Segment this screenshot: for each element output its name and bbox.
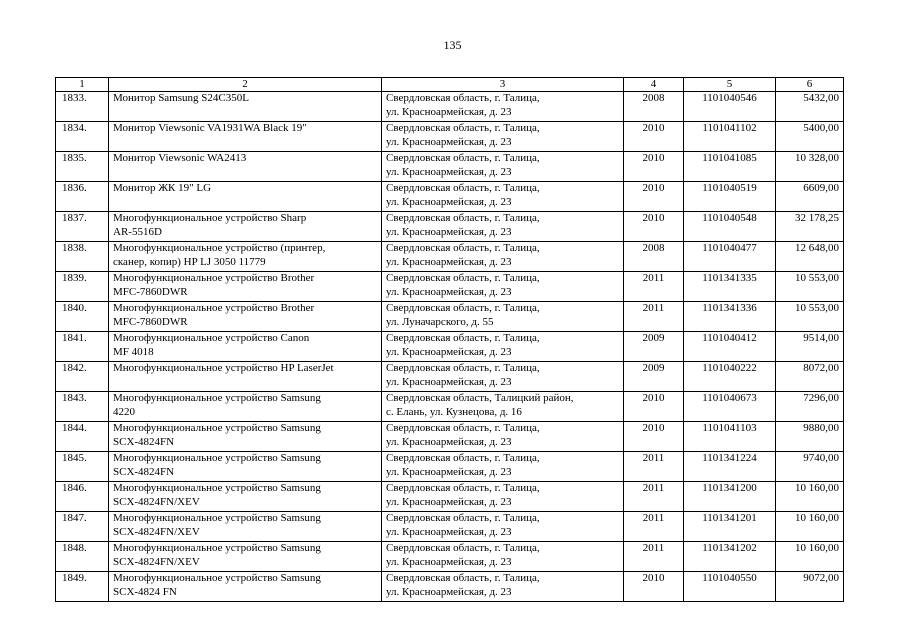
item-address bbox=[382, 332, 624, 362]
item-name-line bbox=[113, 196, 377, 210]
item-cost: 9514,00 bbox=[776, 332, 844, 362]
table-row bbox=[56, 422, 844, 452]
item-address-line: ул. Красноармейская, д. 23 bbox=[386, 135, 512, 148]
item-name-line: MFC-7860DWR bbox=[113, 285, 188, 298]
item-name bbox=[109, 212, 382, 242]
item-name-line: сканер, копир) HP LJ 3050 11779 bbox=[113, 255, 266, 268]
item-address bbox=[382, 392, 624, 422]
row-number: 1833. bbox=[56, 92, 109, 122]
item-year: 2009 bbox=[624, 332, 684, 362]
row-number: 1846. bbox=[56, 482, 109, 512]
item-address bbox=[382, 482, 624, 512]
item-cost: 9880,00 bbox=[776, 422, 844, 452]
item-address-line: Свердловская область, г. Талица, bbox=[386, 482, 540, 494]
item-cost: 10 160,00 bbox=[776, 482, 844, 512]
column-header-2: 2 bbox=[109, 78, 382, 92]
item-address bbox=[382, 572, 624, 602]
item-address-line: Свердловская область, г. Талица, bbox=[386, 182, 540, 194]
item-address-line: Свердловская область, г. Талица, bbox=[386, 512, 540, 524]
table-row bbox=[56, 122, 844, 152]
item-name bbox=[109, 332, 382, 362]
item-address-line: ул. Красноармейская, д. 23 bbox=[386, 165, 512, 178]
inventory-number: 1101040222 bbox=[684, 362, 776, 392]
item-address-line: ул. Красноармейская, д. 23 bbox=[386, 585, 512, 598]
item-cost: 10 160,00 bbox=[776, 512, 844, 542]
item-address-line: ул. Красноармейская, д. 23 bbox=[386, 195, 512, 208]
item-year: 2010 bbox=[624, 212, 684, 242]
item-address bbox=[382, 92, 624, 122]
item-name-line: Монитор Samsung S24C350L bbox=[113, 92, 249, 104]
inventory-number: 1101341335 bbox=[684, 272, 776, 302]
inventory-number: 1101041085 bbox=[684, 152, 776, 182]
item-address-line: ул. Красноармейская, д. 23 bbox=[386, 465, 512, 478]
table-row bbox=[56, 272, 844, 302]
inventory-number: 1101341336 bbox=[684, 302, 776, 332]
row-number: 1844. bbox=[56, 422, 109, 452]
item-year: 2010 bbox=[624, 422, 684, 452]
row-number: 1835. bbox=[56, 152, 109, 182]
row-number: 1845. bbox=[56, 452, 109, 482]
item-name-line: Многофункциональное устройство Samsung bbox=[113, 422, 321, 434]
item-name-line: SCX-4824 FN bbox=[113, 585, 177, 598]
item-name-line: Монитор Viewsonic VA1931WA Black 19" bbox=[113, 122, 307, 134]
row-number: 1847. bbox=[56, 512, 109, 542]
header-row bbox=[56, 78, 844, 92]
item-cost: 10 553,00 bbox=[776, 302, 844, 332]
row-number: 1849. bbox=[56, 572, 109, 602]
table-row bbox=[56, 332, 844, 362]
item-address bbox=[382, 182, 624, 212]
inventory-number: 1101341200 bbox=[684, 482, 776, 512]
item-address-line: Свердловская область, г. Талица, bbox=[386, 302, 540, 314]
item-name-line: Многофункциональное устройство HP LaserJet bbox=[113, 362, 334, 374]
item-address-line: ул. Луначарского, д. 55 bbox=[386, 315, 494, 328]
column-header-4: 4 bbox=[624, 78, 684, 92]
column-header-1: 1 bbox=[56, 78, 109, 92]
inventory-number: 1101040477 bbox=[684, 242, 776, 272]
item-address-line: Свердловская область, г. Талица, bbox=[386, 272, 540, 284]
item-address-line: ул. Красноармейская, д. 23 bbox=[386, 525, 512, 538]
item-name bbox=[109, 152, 382, 182]
item-address bbox=[382, 242, 624, 272]
item-name bbox=[109, 452, 382, 482]
item-name-line: SCX-4824FN bbox=[113, 465, 175, 478]
item-address-line: ул. Красноармейская, д. 23 bbox=[386, 255, 512, 268]
item-address-line: Свердловская область, г. Талица, bbox=[386, 122, 540, 134]
row-number: 1841. bbox=[56, 332, 109, 362]
item-address-line: Свердловская область, г. Талица, bbox=[386, 542, 540, 554]
item-name-line: Монитор ЖК 19" LG bbox=[113, 182, 212, 194]
item-name bbox=[109, 302, 382, 332]
item-address bbox=[382, 542, 624, 572]
item-year: 2011 bbox=[624, 272, 684, 302]
item-name-line: SCX-4824FN/XEV bbox=[113, 495, 200, 508]
item-address-line: ул. Красноармейская, д. 23 bbox=[386, 345, 512, 358]
item-name bbox=[109, 272, 382, 302]
item-name-line bbox=[113, 106, 377, 120]
item-address-line: Свердловская область, Талицкий район, bbox=[386, 392, 574, 404]
inventory-number: 1101040548 bbox=[684, 212, 776, 242]
item-cost: 5432,00 bbox=[776, 92, 844, 122]
item-name-line: SCX-4824FN/XEV bbox=[113, 525, 200, 538]
item-name-line: Многофункциональное устройство Samsung bbox=[113, 452, 321, 464]
item-name-line: Многофункциональное устройство Samsung bbox=[113, 512, 321, 524]
table-row bbox=[56, 542, 844, 572]
inventory-number: 1101040519 bbox=[684, 182, 776, 212]
item-name-line: Многофункциональное устройство Samsung bbox=[113, 392, 321, 404]
item-year: 2011 bbox=[624, 452, 684, 482]
item-cost: 9072,00 bbox=[776, 572, 844, 602]
item-address bbox=[382, 212, 624, 242]
table-row bbox=[56, 92, 844, 122]
item-name-line: Многофункциональное устройство Canon bbox=[113, 332, 310, 344]
item-address bbox=[382, 122, 624, 152]
inventory-number: 1101041102 bbox=[684, 122, 776, 152]
item-year: 2008 bbox=[624, 242, 684, 272]
row-number: 1843. bbox=[56, 392, 109, 422]
table-row bbox=[56, 482, 844, 512]
item-address-line: Свердловская область, г. Талица, bbox=[386, 332, 540, 344]
item-cost: 7296,00 bbox=[776, 392, 844, 422]
item-year: 2010 bbox=[624, 572, 684, 602]
item-name-line: MF 4018 bbox=[113, 345, 154, 358]
item-address bbox=[382, 452, 624, 482]
table-row bbox=[56, 182, 844, 212]
item-name-line: Монитор Viewsonic WA2413 bbox=[113, 152, 247, 164]
item-name-line bbox=[113, 376, 377, 390]
item-year: 2011 bbox=[624, 302, 684, 332]
table-row bbox=[56, 242, 844, 272]
inventory-number: 1101040550 bbox=[684, 572, 776, 602]
item-year: 2009 bbox=[624, 362, 684, 392]
item-address-line: ул. Красноармейская, д. 23 bbox=[386, 225, 512, 238]
inventory-number: 1101040546 bbox=[684, 92, 776, 122]
item-name bbox=[109, 482, 382, 512]
property-table bbox=[55, 77, 844, 602]
item-name bbox=[109, 392, 382, 422]
table-row bbox=[56, 212, 844, 242]
item-year: 2010 bbox=[624, 122, 684, 152]
item-year: 2010 bbox=[624, 152, 684, 182]
item-year: 2011 bbox=[624, 542, 684, 572]
table-row bbox=[56, 512, 844, 542]
item-address-line: Свердловская область, г. Талица, bbox=[386, 452, 540, 464]
item-name-line bbox=[113, 136, 377, 150]
table-row bbox=[56, 152, 844, 182]
inventory-number: 1101041103 bbox=[684, 422, 776, 452]
item-name bbox=[109, 542, 382, 572]
row-number: 1834. bbox=[56, 122, 109, 152]
item-address-line: Свердловская область, г. Талица, bbox=[386, 242, 540, 254]
item-name-line: 4220 bbox=[113, 405, 135, 418]
item-name-line: Многофункциональное устройство Samsung bbox=[113, 542, 321, 554]
item-cost: 9740,00 bbox=[776, 452, 844, 482]
row-number: 1839. bbox=[56, 272, 109, 302]
inventory-number: 1101341202 bbox=[684, 542, 776, 572]
item-year: 2008 bbox=[624, 92, 684, 122]
item-cost: 12 648,00 bbox=[776, 242, 844, 272]
row-number: 1840. bbox=[56, 302, 109, 332]
inventory-number: 1101341201 bbox=[684, 512, 776, 542]
item-address-line: с. Елань, ул. Кузнецова, д. 16 bbox=[386, 405, 522, 418]
column-header-6: 6 bbox=[776, 78, 844, 92]
item-name bbox=[109, 572, 382, 602]
item-year: 2010 bbox=[624, 182, 684, 212]
item-name-line: Многофункциональное устройство (принтер, bbox=[113, 242, 326, 254]
item-address-line: Свердловская область, г. Талица, bbox=[386, 92, 540, 104]
item-address bbox=[382, 272, 624, 302]
table-row bbox=[56, 572, 844, 602]
item-address-line: ул. Красноармейская, д. 23 bbox=[386, 105, 512, 118]
item-name-line: Многофункциональное устройство Brother bbox=[113, 272, 315, 284]
item-address-line: ул. Красноармейская, д. 23 bbox=[386, 375, 512, 388]
inventory-number: 1101341224 bbox=[684, 452, 776, 482]
inventory-number: 1101040412 bbox=[684, 332, 776, 362]
item-name bbox=[109, 122, 382, 152]
item-cost: 5400,00 bbox=[776, 122, 844, 152]
row-number: 1842. bbox=[56, 362, 109, 392]
item-address-line: Свердловская область, г. Талица, bbox=[386, 362, 540, 374]
item-cost: 8072,00 bbox=[776, 362, 844, 392]
item-name-line: Многофункциональное устройство Samsung bbox=[113, 482, 321, 494]
item-name-line: AR-5516D bbox=[113, 225, 162, 238]
table-row bbox=[56, 392, 844, 422]
item-address-line: Свердловская область, г. Талица, bbox=[386, 572, 540, 584]
item-year: 2011 bbox=[624, 512, 684, 542]
item-name bbox=[109, 512, 382, 542]
item-name bbox=[109, 422, 382, 452]
item-address bbox=[382, 302, 624, 332]
item-address-line: ул. Красноармейская, д. 23 bbox=[386, 495, 512, 508]
item-name bbox=[109, 182, 382, 212]
item-address-line: Свердловская область, г. Талица, bbox=[386, 422, 540, 434]
item-address-line: Свердловская область, г. Талица, bbox=[386, 212, 540, 224]
item-name-line: Многофункциональное устройство Brother bbox=[113, 302, 315, 314]
item-name-line: SCX-4824FN bbox=[113, 435, 175, 448]
row-number: 1836. bbox=[56, 182, 109, 212]
item-name-line: MFC-7860DWR bbox=[113, 315, 188, 328]
item-address bbox=[382, 422, 624, 452]
item-name bbox=[109, 362, 382, 392]
item-year: 2010 bbox=[624, 392, 684, 422]
table-row bbox=[56, 362, 844, 392]
page-number: 135 bbox=[443, 38, 462, 52]
column-header-5: 5 bbox=[684, 78, 776, 92]
table-row bbox=[56, 452, 844, 482]
item-cost: 10 160,00 bbox=[776, 542, 844, 572]
item-name-line: SCX-4824FN/XEV bbox=[113, 555, 200, 568]
column-header-3: 3 bbox=[382, 78, 624, 92]
item-address bbox=[382, 362, 624, 392]
row-number: 1837. bbox=[56, 212, 109, 242]
row-number: 1838. bbox=[56, 242, 109, 272]
item-cost: 32 178,25 bbox=[776, 212, 844, 242]
item-cost: 10 328,00 bbox=[776, 152, 844, 182]
item-address-line: ул. Красноармейская, д. 23 bbox=[386, 285, 512, 298]
item-year: 2011 bbox=[624, 482, 684, 512]
item-address-line: Свердловская область, г. Талица, bbox=[386, 152, 540, 164]
row-number: 1848. bbox=[56, 542, 109, 572]
item-address bbox=[382, 512, 624, 542]
item-name-line: Многофункциональное устройство Samsung bbox=[113, 572, 321, 584]
table-row bbox=[56, 302, 844, 332]
item-cost: 6609,00 bbox=[776, 182, 844, 212]
item-name-line: Многофункциональное устройство Sharp bbox=[113, 212, 307, 224]
item-address-line: ул. Красноармейская, д. 23 bbox=[386, 435, 512, 448]
inventory-number: 1101040673 bbox=[684, 392, 776, 422]
item-name bbox=[109, 242, 382, 272]
item-address-line: ул. Красноармейская, д. 23 bbox=[386, 555, 512, 568]
item-address bbox=[382, 152, 624, 182]
item-name bbox=[109, 92, 382, 122]
item-cost: 10 553,00 bbox=[776, 272, 844, 302]
item-name-line bbox=[113, 166, 377, 180]
table-body bbox=[56, 92, 844, 602]
